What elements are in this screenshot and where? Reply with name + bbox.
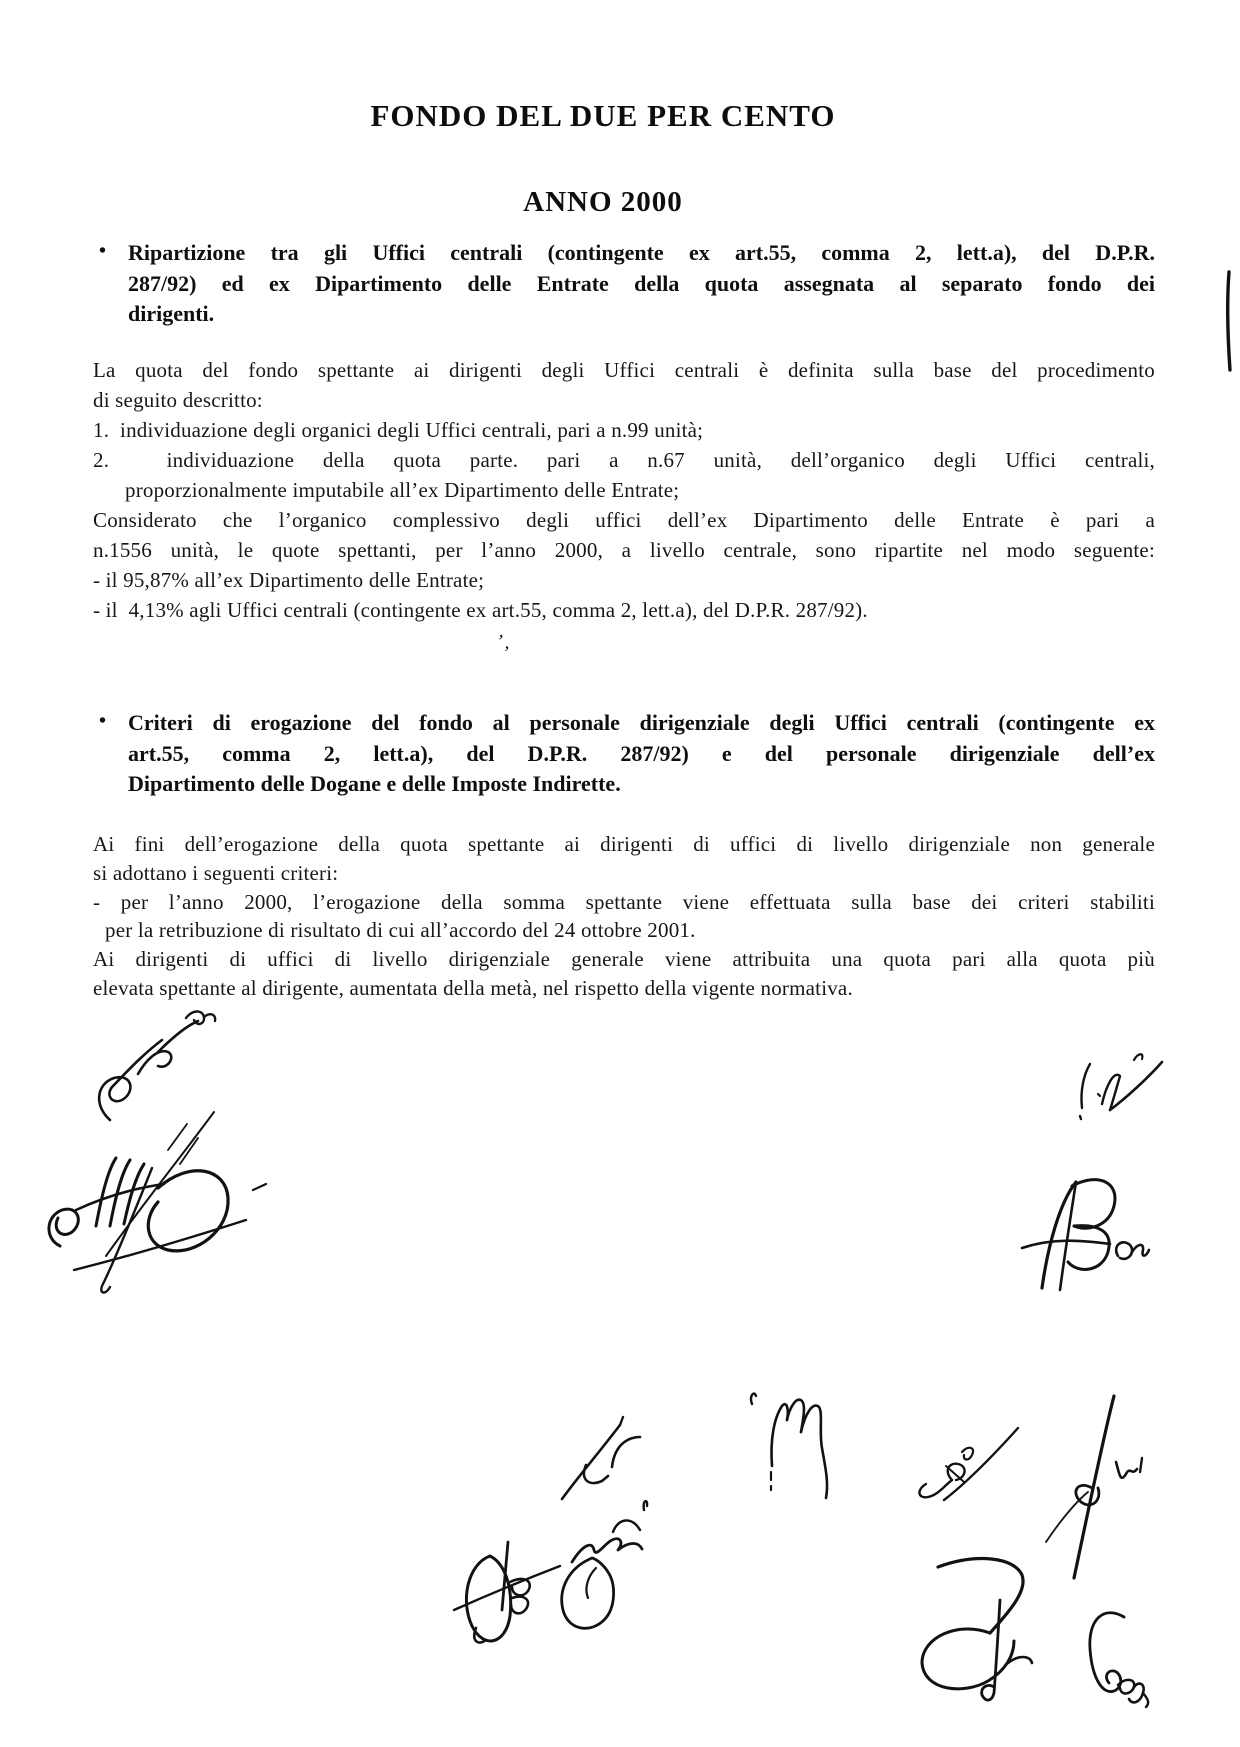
bullet2-line: Dipartimento delle Dogane e delle Imposte Indirette.	[128, 771, 621, 796]
oval-scribble-signature-bottom	[550, 1478, 662, 1640]
paragraph-line: di seguito descritto:	[93, 388, 263, 412]
paragraph-line: Ai fini dell’erogazione della quota spettante ai dirigenti di uffici di livello dirigenziale non generale	[93, 832, 1155, 856]
numbered-item-1: 1. individuazione degli organici degli Uffici centrali, pari a n.99 unità;	[93, 418, 704, 442]
ink-dash-left	[252, 1182, 268, 1192]
m-shaped-signature-center	[742, 1388, 834, 1503]
crossed-oval-signature-bottom-left	[452, 1538, 562, 1650]
ge-scribble-bottom-right	[1082, 1605, 1154, 1710]
dash-item-413: - il 4,13% agli Uffici centrali (contingente ex art.55, comma 2, lett.a), del D.P.R. 287/92).	[93, 598, 868, 622]
document-title: FONDO DEL DUE PER CENTO	[370, 98, 836, 133]
bullet-icon: •	[99, 240, 107, 262]
bullet-icon: •	[99, 710, 107, 732]
right-margin-pen-stroke	[1224, 270, 1234, 372]
paragraph-line: Considerato che l’organico complessivo degli uffici dell’ex Dipartimento delle Entrate è pari a	[93, 508, 1155, 532]
bullet2-line: Criteri di erogazione del fondo al personale dirigenziale degli Uffici centrali (contingente ex	[128, 710, 1155, 735]
bullet2-line: art.55, comma 2, lett.a), del D.P.R. 287/92) e del personale dirigenziale dell’ex	[128, 740, 1155, 766]
paragraph-line: elevata spettante al dirigente, aumentata della metà, nel rispetto della vigente normativa.	[93, 975, 853, 1000]
numbered-item-2: 2. individuazione della quota parte. pari a n.67 unità, dell’organico degli Uffici centrali,	[93, 448, 1155, 472]
looped-signature-abov-right	[1018, 1170, 1150, 1292]
bullet1-line: dirigenti.	[128, 301, 215, 326]
large-loop-signature-bottom	[910, 1545, 1042, 1703]
bullet1-line: Ripartizione tra gli Uffici centrali (contingente ex art.55, comma 2, lett.a), del D.P.R.	[128, 240, 1155, 265]
bullet-section-criteri	[93, 708, 1155, 800]
paragraph-line: Ai dirigenti di uffici di livello dirigenziale generale viene attribuita una quota pari alla quota più	[93, 947, 1155, 972]
dash-item-9587: - il 95,87% all’ex Dipartimento delle Entrate;	[93, 568, 485, 592]
paragraph-procedimento	[93, 355, 1155, 625]
paragraph-line: si adottano i seguenti criteri:	[93, 860, 339, 885]
bullet-section-ripartizione	[93, 238, 1155, 330]
paragraph-line: per la retribuzione di risultato di cui all’accordo del 24 ottobre 2001.	[105, 918, 696, 943]
paragraph-line: proporzionalmente imputabile all’ex Dipartimento delle Entrate;	[125, 478, 680, 502]
dash-item-criteri: - per l’anno 2000, l’erogazione della somma spettante viene effettuata sulla base dei criteri stabiliti	[93, 889, 1155, 914]
bullet1-line: 287/92) ed ex Dipartimento delle Entrate della quota assegnata al separato fondo dei	[128, 270, 1155, 296]
document-subtitle: ANNO 2000	[523, 186, 683, 218]
tall-slash-signature-right	[1040, 1392, 1145, 1584]
scribble-slash-signature	[912, 1420, 1027, 1505]
paragraph-line: n.1556 unità, le quote spettanti, per l’anno 2000, a livello centrale, sono ripartite nel modo seguente:	[93, 538, 1155, 562]
paragraph-erogazione	[93, 830, 1155, 1003]
paragraph-line: La quota del fondo spettante ai dirigenti degli Uffici centrali è definita sulla base del procedimento	[93, 358, 1155, 382]
stray-ink-mark: ’,	[495, 631, 514, 654]
large-looped-signature-left	[40, 1098, 268, 1303]
small-scribble-signature-right	[1068, 1050, 1168, 1125]
